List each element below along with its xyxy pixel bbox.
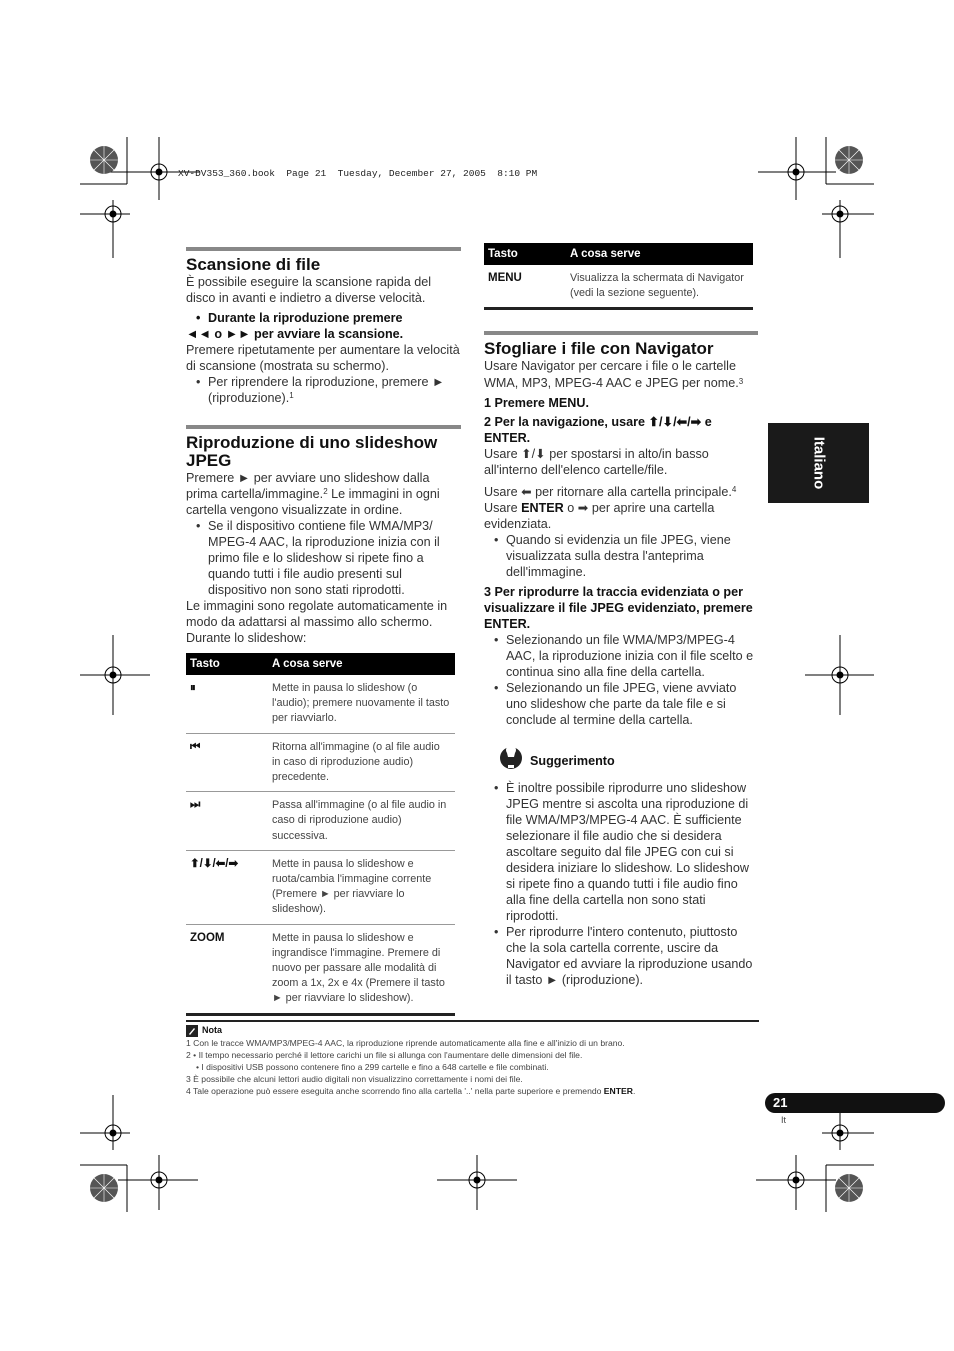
lightbulb-icon: [498, 746, 524, 774]
navigator-step-3: 3 Per riprodurre la traccia evidenziata o per visualizzare il file JPEG evidenziato, premere ENTER.: [484, 585, 753, 631]
table-header-tasto: Tasto: [484, 243, 566, 265]
navigator-para-2: Usare ⬅ per ritornare alla cartella principale.$^4$: [484, 485, 737, 499]
scan-step: • Durante la riproduzione premere: [186, 310, 461, 326]
table-row: [186, 792, 455, 851]
tip-bullet-1: • È inoltre possibile riprodurre uno slideshow JPEG mentre si ascolta una riproduzione di file WMA/MP3/MPEG-4 AAC. È sufficiente selezionare il file audio che si desidera ascoltare seguito dal file JPEG con cui si desidera iniziare lo slideshow. Lo slideshow si ripete fino a quando tutti i file audio fino alla fine della cartella non sono stati riprodotti.: [484, 780, 758, 924]
key-desc: Mette in pausa lo slideshow e ingrandisce l'immagine. Premere di nuovo per passare alle modalità di zoom a 1x, 2x e 4x (Premere il tasto ► per riavviare lo slideshow).: [268, 924, 455, 1014]
language-label: Italiano: [810, 436, 827, 490]
tip-bullet-2: • Per riprodurre l'intero contenuto, piuttosto che la sola cartella corrente, uscire da Navigator ed avviare la riproduzione usando il tasto ► (riproduzione).: [484, 924, 758, 988]
tip-title: Suggerimento: [530, 754, 615, 768]
key-desc: Ritorna all'immagine (o al file audio in caso di riproduzione audio) precedente.: [268, 733, 455, 792]
key-desc: Mette in pausa lo slideshow (o l'audio); premere nuovamente il tasto per riavviarlo.: [268, 675, 455, 733]
navigator-intro: Usare Navigator per cercare i file o le cartelle WMA, MP3, MPEG-4 AAC e JPEG per nome.$^3$: [484, 359, 744, 390]
section-rule: [186, 247, 461, 251]
scan-bullet: • Per riprendere la riproduzione, premere ► (riproduzione).$^1$: [186, 374, 461, 406]
tip-header: [484, 746, 758, 774]
footnote-4: 4 Tale operazione può essere eseguita anche scorrendo fino alla cartella '..' nella parte superiore e premendo ENTER.: [186, 1086, 636, 1096]
section-title-navigator: Sfogliare i file con Navigator: [484, 339, 714, 358]
slideshow-paragraph: Le immagini sono regolate automaticamente in modo da adattarsi al massimo allo schermo. Durante lo slideshow:: [186, 599, 448, 645]
scan-paragraph: Premere ripetutamente per aumentare la velocità di scansione (mostrata su schermo).: [186, 343, 460, 373]
navigator-para-1: Usare ⬆/⬇ per spostarsi in alto/in basso all'interno dell'elenco cartelle/file.: [484, 447, 709, 477]
key-menu: MENU: [484, 265, 566, 309]
slideshow-keys-table-wrap: [186, 653, 455, 1016]
footnote-2: 2 • Il tempo necessario perché il lettore carichi un file si allunga con l'aumentare delle dimensioni del file.: [186, 1050, 583, 1060]
table-row: [186, 924, 455, 1014]
section-rule: [186, 425, 461, 429]
table-row: [186, 733, 455, 792]
navigator-bullet-1: • Quando si evidenzia un file JPEG, viene visualizzata sulla destra l'anteprima dell'immagine.: [484, 532, 758, 580]
navigator-step-2: 2 Per la navigazione, usare ⬆/⬇/⬅/➡ e ENTER.: [484, 415, 712, 445]
key-desc: Passa all'immagine (o al file audio in caso di riproduzione audio) successiva.: [268, 792, 455, 851]
note-header: [186, 1024, 759, 1037]
table-row: [186, 675, 455, 733]
section-title-slideshow: Riproduzione di uno slideshow JPEG: [186, 433, 438, 470]
footnote-1: 1 Con le tracce WMA/MP3/MPEG-4 AAC, la riproduzione riprende automaticamente alla fine e all'inizio di un brano.: [186, 1038, 625, 1048]
key-desc: Mette in pausa lo slideshow e ruota/cambia l'immagine corrente (Premere ► per riavviare lo slideshow).: [268, 850, 455, 924]
key-next: ⏭: [186, 792, 268, 851]
note-icon: [186, 1025, 198, 1037]
slideshow-intro: Premere ► per avviare uno slideshow dalla prima cartella/immagine.$^2$ Le immagini in ogni cartella vengono visualizzate in ordine.: [186, 471, 440, 517]
table-header-tasto: Tasto: [186, 653, 268, 675]
page-number-pill: [765, 1093, 945, 1113]
navigator-bullet-2: • Selezionando un file WMA/MP3/MPEG-4 AAC, la riproduzione inizia con il file scelto e continua sino alla fine della cartella.: [484, 632, 758, 680]
book-header-line: XV-DV353_360.book Page 21 Tuesday, December 27, 2005 8:10 PM: [178, 168, 538, 179]
key-pause: ⏸: [186, 675, 268, 733]
table-header-funzione: A cosa serve: [268, 653, 455, 675]
footnote-2b: • I dispositivi USB possono contenere fino a 299 cartelle e fino a 648 cartelle e file combinati.: [196, 1062, 549, 1072]
section-rule: [484, 331, 758, 335]
menu-table-wrap: [484, 243, 753, 310]
key-desc: Visualizza la schermata di Navigator (vedi la sezione seguente).: [566, 265, 753, 309]
footnotes: [186, 1020, 759, 1097]
page-number: 21: [773, 1095, 788, 1110]
slideshow-keys-table: [186, 653, 455, 1016]
key-zoom: ZOOM: [186, 924, 268, 1014]
menu-key-table: [484, 243, 753, 310]
section-title-scansione: Scansione di file: [186, 255, 321, 274]
table-header-funzione: A cosa serve: [566, 243, 753, 265]
language-side-tab: [768, 423, 869, 503]
right-column: [484, 331, 758, 988]
scan-step-cont: ◄◄ o ►► per avviare la scansione.: [186, 327, 404, 341]
navigator-bullet-3: • Selezionando un file JPEG, viene avviato uno slideshow che parte da tale file e si conclude al termine della cartella.: [484, 680, 758, 728]
table-row: [484, 265, 753, 309]
footnote-3: 3 È possibile che alcuni lettori audio digitali non visualizzino correttamente i nomi dei file.: [186, 1074, 523, 1084]
scan-intro: È possibile eseguire la scansione rapida del disco in avanti e indietro a diverse velocità.: [186, 275, 432, 305]
table-row: [186, 850, 455, 924]
key-arrows: ⬆/⬇/⬅/➡: [186, 850, 268, 924]
page-language-code: It: [781, 1115, 787, 1125]
note-title: Nota: [202, 1025, 222, 1035]
key-previous: ⏮: [186, 733, 268, 792]
navigator-para-3: Usare ENTER o ➡ per aprire una cartella evidenziata.: [484, 501, 715, 531]
left-column: [186, 247, 461, 646]
navigator-step-1: 1 Premere MENU.: [484, 396, 589, 410]
slideshow-bullet: • Se il dispositivo contiene file WMA/MP3/ MPEG-4 AAC, la riproduzione inizia con il primo file e lo slideshow si ripete fino a quando tutti i file audio presenti sul dispositivo non sono stati riprodotti.: [186, 518, 461, 598]
